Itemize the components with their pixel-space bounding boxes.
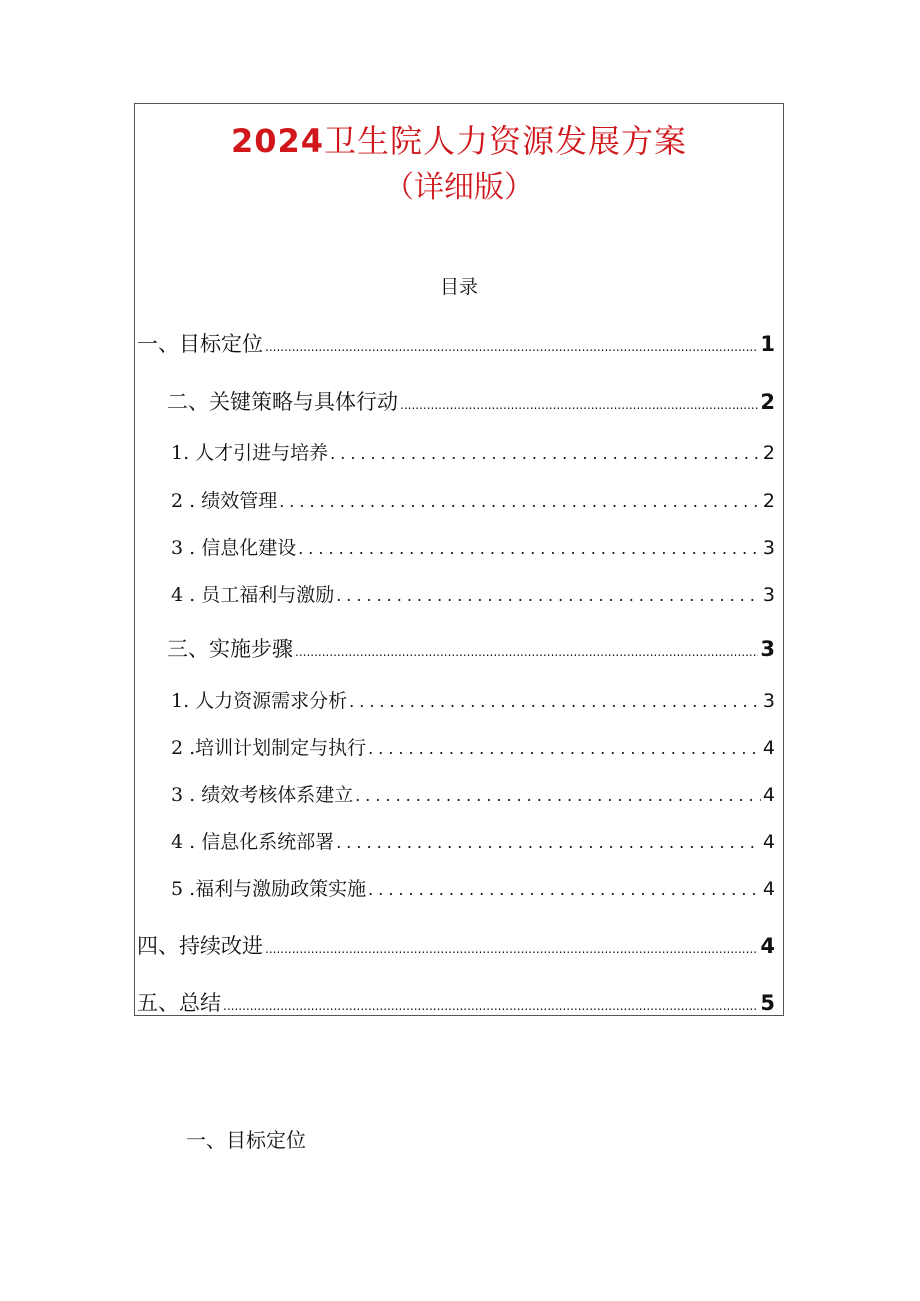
toc-frame xyxy=(134,103,784,1016)
toc-heading: 目录 xyxy=(439,276,478,298)
toc-leader xyxy=(349,692,761,711)
toc-entry-page: 4 xyxy=(762,737,775,759)
toc-entry-assessment-system[interactable] xyxy=(171,780,775,807)
toc-entry-continuous-improvement[interactable] xyxy=(137,930,775,960)
toc-entry-system-deployment[interactable] xyxy=(171,827,775,854)
toc-entry-label: 3 . 绩效考核体系建立 xyxy=(171,784,354,806)
toc-entry-label: 四、持续改进 xyxy=(137,934,263,958)
toc-entry-welfare[interactable] xyxy=(171,580,775,607)
toc-entry-summary[interactable] xyxy=(137,987,775,1017)
title-main-text: 卫生院人力资源发展方案 xyxy=(324,122,688,160)
toc-entry-page: 4 xyxy=(760,934,775,958)
toc-leader xyxy=(265,340,758,354)
toc-entry-label: 2 .培训计划制定与执行 xyxy=(171,737,367,759)
toc-entry-label: 2 . 绩效管理 xyxy=(171,490,278,512)
toc-leader xyxy=(279,492,761,511)
toc-entry-page: 1 xyxy=(760,332,775,356)
toc-entry-label: 1. 人力资源需求分析 xyxy=(171,690,348,712)
document-subtitle: （详细版） xyxy=(384,170,534,205)
toc-entry-training-plan[interactable] xyxy=(171,733,775,760)
toc-entry-page: 3 xyxy=(762,584,775,606)
toc-entry-demand-analysis[interactable] xyxy=(171,686,775,713)
toc-entry-label: 4 . 信息化系统部署 xyxy=(171,831,335,853)
toc-entry-label: 三、实施步骤 xyxy=(167,637,293,661)
toc-entry-page: 2 xyxy=(760,390,775,414)
toc-entry-informatization[interactable] xyxy=(171,533,775,560)
toc-leader xyxy=(295,645,758,659)
toc-entry-page: 4 xyxy=(762,878,775,900)
toc-entry-page: 2 xyxy=(762,442,775,464)
toc-entry-goal[interactable] xyxy=(137,328,775,358)
toc-leader xyxy=(336,586,761,605)
toc-leader xyxy=(330,444,761,463)
toc-leader xyxy=(368,739,761,758)
toc-entry-label: 4 . 员工福利与激励 xyxy=(171,584,335,606)
section-heading-goal: 一、目标定位 xyxy=(186,1128,306,1152)
toc-entry-performance[interactable] xyxy=(171,486,775,513)
toc-entry-label: 五、总结 xyxy=(137,991,221,1015)
toc-leader xyxy=(355,786,761,805)
toc-entry-page: 2 xyxy=(762,490,775,512)
toc-leader xyxy=(265,942,758,956)
toc-entry-label: 5 .福利与激励政策实施 xyxy=(171,878,367,900)
toc-entry-page: 4 xyxy=(762,784,775,806)
toc-entry-strategy[interactable] xyxy=(167,386,775,416)
toc-entry-page: 5 xyxy=(760,991,775,1015)
title-year: 2024 xyxy=(230,122,325,160)
toc-leader xyxy=(336,833,761,852)
toc-entry-label: 1. 人才引进与培养 xyxy=(171,442,329,464)
toc-entry-label: 3 . 信息化建设 xyxy=(171,537,297,559)
toc-leader xyxy=(400,398,758,412)
toc-entry-label: 一、目标定位 xyxy=(137,332,263,356)
toc-leader xyxy=(223,999,758,1013)
document-title xyxy=(135,116,783,162)
toc-leader xyxy=(368,880,761,899)
toc-entry-page: 3 xyxy=(762,537,775,559)
toc-entry-incentive-policy[interactable] xyxy=(171,874,775,901)
toc-entry-page: 3 xyxy=(760,637,775,661)
toc-entry-page: 3 xyxy=(762,690,775,712)
toc-entry-talent[interactable] xyxy=(171,438,775,465)
toc-entry-implementation[interactable] xyxy=(167,633,775,663)
toc-leader xyxy=(298,539,761,558)
toc-entry-page: 4 xyxy=(762,831,775,853)
toc-entry-label: 二、关键策略与具体行动 xyxy=(167,390,398,414)
